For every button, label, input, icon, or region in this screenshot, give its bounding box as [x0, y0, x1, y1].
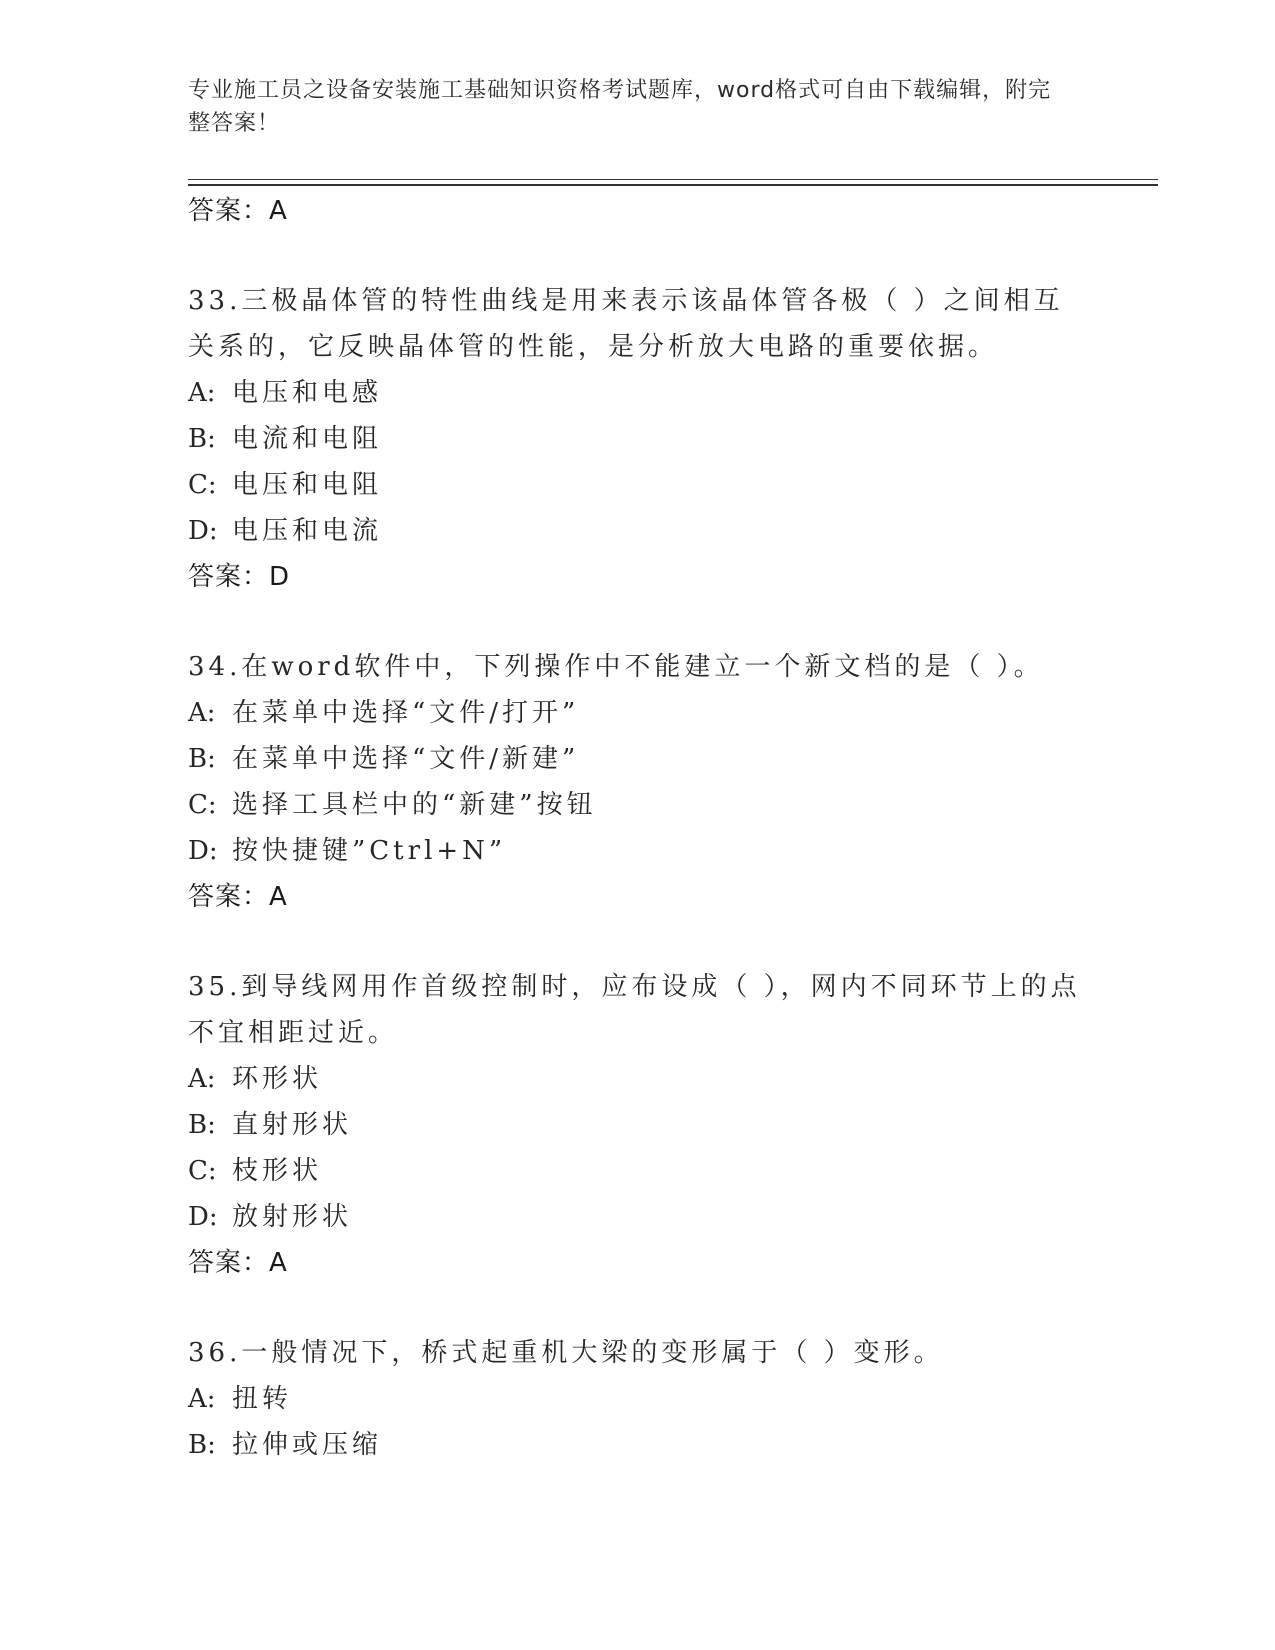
- option-text: 在菜单中选择“文件/打开”: [232, 698, 580, 728]
- option-letter: B:: [188, 744, 216, 774]
- option-text: 在菜单中选择“文件/新建”: [232, 744, 580, 774]
- option-letter: C:: [188, 1156, 217, 1186]
- question-text: 34.在word软件中，下列操作中不能建立一个新文档的是（ ）。: [188, 652, 1044, 682]
- option-d: [188, 508, 1088, 554]
- option-b: [188, 1102, 1088, 1148]
- option-text: 环形状: [232, 1064, 323, 1094]
- option-letter: D:: [188, 1202, 218, 1232]
- option-text: 直射形状: [232, 1110, 353, 1140]
- question-text: 33.三极晶体管的特性曲线是用来表示该晶体管各极（ ）之间相互关系的，它反映晶体管的性能，是分析放大电路的重要依据。: [188, 286, 1064, 362]
- answer-label: 答案：A: [188, 1248, 288, 1278]
- option-letter: A:: [188, 378, 216, 408]
- option-c: [188, 462, 1088, 508]
- option-b: [188, 1422, 1088, 1468]
- option-letter: D:: [188, 836, 218, 866]
- option-c: [188, 782, 1088, 828]
- option-text: 扭转: [232, 1384, 293, 1414]
- option-text: 电流和电阻: [232, 424, 383, 454]
- question-35: [188, 964, 1088, 1286]
- option-a: [188, 370, 1088, 416]
- answer-label: 答案：A: [188, 196, 288, 226]
- header-divider-thick: [188, 184, 1158, 186]
- option-letter: D:: [188, 516, 218, 546]
- question-33: [188, 278, 1088, 600]
- option-a: [188, 1376, 1088, 1422]
- option-letter: A:: [188, 1064, 216, 1094]
- question-36: [188, 1330, 1088, 1468]
- option-text: 枝形状: [232, 1156, 323, 1186]
- option-d: [188, 828, 1088, 874]
- option-letter: B:: [188, 1110, 216, 1140]
- question-list: [188, 188, 1088, 1468]
- option-a: [188, 690, 1088, 736]
- option-d: [188, 1194, 1088, 1240]
- option-text: 放射形状: [232, 1202, 353, 1232]
- option-letter: B:: [188, 1430, 216, 1460]
- option-b: [188, 416, 1088, 462]
- option-text: 电压和电流: [232, 516, 383, 546]
- option-text: 电压和电阻: [232, 470, 383, 500]
- option-text: 按快捷键”Ctrl+N”: [232, 836, 507, 866]
- answer-label: 答案：A: [188, 882, 288, 912]
- option-letter: A:: [188, 698, 216, 728]
- option-a: [188, 1056, 1088, 1102]
- option-c: [188, 1148, 1088, 1194]
- answer-label: 答案：D: [188, 562, 291, 592]
- option-text: 电压和电感: [232, 378, 383, 408]
- option-letter: B:: [188, 424, 216, 454]
- question-34: [188, 644, 1088, 920]
- question-text: 35.到导线网用作首级控制时，应布设成（ ），网内不同环节上的点不宜相距过近。: [188, 972, 1081, 1048]
- option-letter: C:: [188, 470, 217, 500]
- page-header: 专业施工员之设备安装施工基础知识资格考试题库，word格式可自由下载编辑，附完整答案！: [188, 78, 1052, 136]
- option-letter: C:: [188, 790, 217, 820]
- option-text: 拉伸或压缩: [232, 1430, 383, 1460]
- header-divider-thin: [188, 179, 1158, 180]
- option-b: [188, 736, 1088, 782]
- question-text: 36.一般情况下，桥式起重机大梁的变形属于（ ）变形。: [188, 1338, 944, 1368]
- option-text: 选择工具栏中的“新建”按钮: [232, 790, 597, 820]
- option-letter: A:: [188, 1384, 216, 1414]
